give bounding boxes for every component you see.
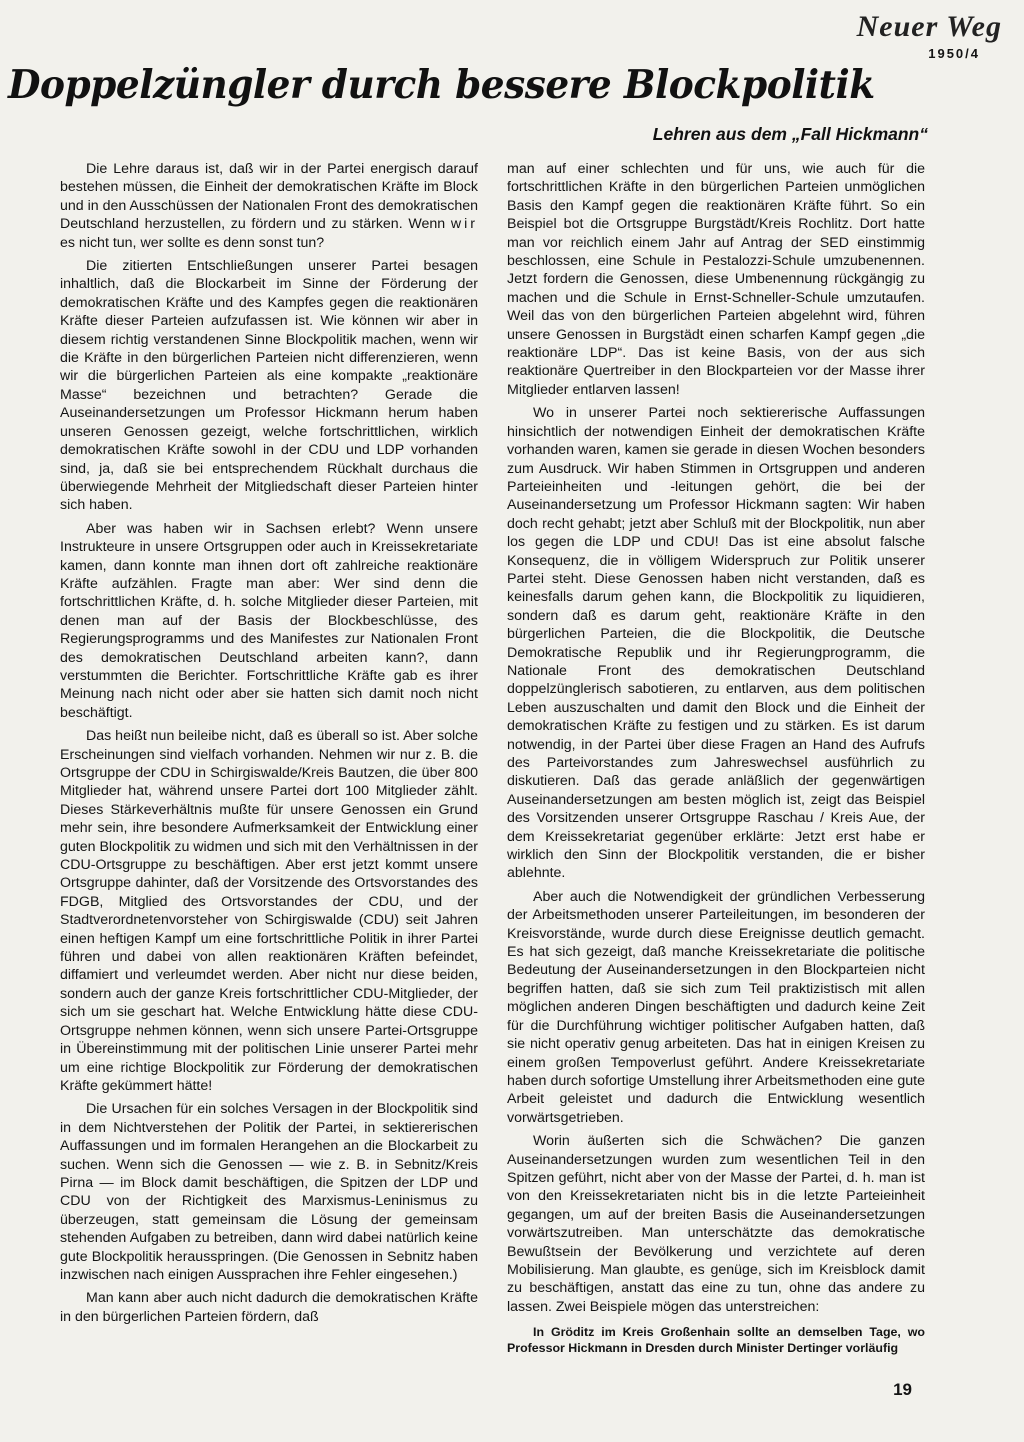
paragraph: Die Ursachen für ein solches Versagen in der Blockpolitik sind in dem Nichtverstehen der Politik der Partei, in sektiererischen Auffassungen und im formalen Herangehen an die Blockarbeit zu suchen. Wenn sich die Genossen — wie z. B. in Sebnitz/Kreis Pirna — im Block damit beschäftigen, die Spitzen der LDP und CDU von der Richtigkeit des Marxismus-Leninismus zu überzeugen, statt gemeinsam die Lösung der gemeinsam stehenden Aufgaben zu betreiben, dann wird dabei natürlich keine gute Blockpolitik herausspringen. (Die Genossen in Sebnitz haben inzwischen nach einigen Aussprachen ihre Fehler eingesehen.) bbox=[60, 1101, 478, 1283]
masthead-title: Neuer Weg bbox=[856, 10, 1002, 43]
paragraph: Aber auch die Notwendigkeit der gründlichen Verbesserung der Arbeitsmethoden unserer Parteileitungen, im besonderen der Kreisvorstände, wurde durch diese Ereignisse deutlich gemacht. Es hat sich gezeigt, daß manche Kreissekretariate die politische Bedeutung der Auseinandersetzungen in den Blockparteien nicht begriffen hatten, daß sie sich zum Teil praktizistisch mit allen möglichen anderen Dingen beschäftigten und dadurch keine Zeit für die Durchführung wichtiger politischer Aufgaben hatten, daß sie nicht operativ genug arbeiteten. Das hat in einigen Kreisen zu einem großen Tempoverlust geführt. Andere Kreissekretariate haben durch sofortige Umstellung ihrer Arbeitsmethoden eine gute Arbeit geleistet und dadurch die Entwicklung wesentlich vorwärtsgetrieben. bbox=[507, 888, 925, 1126]
paragraph: Die zitierten Entschließungen unserer Partei besagen inhaltlich, daß die Blockarbeit im Sinne der Förderung der demokratischen Kräfte und des Kampfes gegen die reaktionären Kräfte dieser Parteien aufzufassen ist. Wie können wir aber in diesem richtig verstandenen Sinne Blockpolitik machen, wenn wir die Kräfte in den bürgerlichen Parteien nicht differenzieren, wenn wir die bürgerlichen Parteien als eine kompakte „reaktionäre Masse“ bezeichnen und betrachten? Gerade die Auseinandersetzungen um Professor Hickmann herum haben unseren Genossen gezeigt, welche fortschrittlichen, wirklich demokratischen Kräfte sowohl in der CDU und LDP vorhanden sind, ja, daß sie bei entsprechendem Rückhalt durchaus die überwiegende Mehrheit der Mitgliedschaft dieser Parteien hinter sich haben. bbox=[60, 258, 478, 514]
masthead bbox=[857, 12, 1002, 61]
paragraph-small: In Gröditz im Kreis Großenhain sollte an demselben Tage, wo Professor Hickmann in Dresden durch Minister Dertinger vorläufig bbox=[507, 1325, 925, 1356]
paragraph: Wo in unserer Partei noch sektiererische Auffassungen hinsichtlich der notwendigen Einheit der demokratischen Kräfte vorhanden waren, kamen sie gerade in diesen Wochen besonders zum Ausdruck. Wir haben Stimmen in Ortsgruppen und anderen Parteieinheiten und -leitungen gehört, die bei der Auseinandersetzung um Professor Hickmann sagten: Wir haben doch recht gehabt; jetzt aber Schluß mit der Blockpolitik, nun aber los gegen die LDP und CDU! Das ist eine absolut falsche Konsequenz, die in völligem Widerspruch zur Politik unserer Partei steht. Diese Genossen haben nicht verstanden, daß es keinesfalls darum gehen kann, die Blockpolitik zu liquidieren, sondern daß es darum geht, reaktionäre Kräfte in den bürgerlichen Parteien, die die Blockpolitik, die Deutsche Demokratische Republik und ihr Regierungprogramm, die Nationale Front des demokratischen Deutschland doppelzünglerisch sabotieren, zu entlarven, aus dem politischen Leben auszuschalten und damit den Block und die Einheit der demokratischen Kräfte zu festigen und zu stärken. Es ist darum notwendig, in der Partei über diese Fragen an Hand des Aufrufs des Parteivorstandes zum Jahreswechsel ausführlich zu diskutieren. Daß das gerade anläßlich der gegenwärtigen Auseinandersetzungen am besten möglich ist, zeigt das Beispiel des Vorsitzenden unserer Ortsgruppe Raschau / Kreis Aue, der dem Kreissekretariat gegenüber erklärte: Jetzt erst habe er wirklich den Sinn der Blockpolitik verstanden, die er bisher ablehnte. bbox=[507, 405, 925, 882]
left-column bbox=[60, 160, 478, 1361]
paragraph: Man kann aber auch nicht dadurch die demokratischen Kräfte in den bürgerlichen Parteien fördern, daß bbox=[60, 1290, 478, 1325]
paragraph: man auf einer schlechten und für uns, wie auch für die fortschrittlichen Kräfte in den bürgerlichen Parteien unmöglichen Basis den Kampf gegen die reaktionären Kräfte führt. So ein Beispiel bot die Ortsgruppe Burgstädt/Kreis Rochlitz. Dort hatte man vor reichlich einem Jahr auf Antrag der SED einstimmig beschlossen, eine Schule in Pestalozzi-Schule umzubenennen. Jetzt fordern die Genossen, diese Umbenennung rückgängig zu machen und die Schule in Ernst-Schneller-Schule umzutaufen. Weil das von den bürgerlichen Parteien abgelehnt wird, führen unsere Genossen in Burgstädt einen scharfen Kampf gegen „die reaktionäre LDP“. Das ist keine Basis, von der aus sich reaktionäre Quertreiber in den Blockparteien vor der Masse ihrer Mitglieder entlarven lassen! bbox=[507, 161, 925, 398]
article-columns bbox=[60, 160, 925, 1361]
paragraph: Worin äußerten sich die Schwächen? Die ganzen Auseinandersetzungen wurden zum wesentlichen Teil in den Spitzen geführt, nicht aber von der Masse der Partei, d. h. man ist von den Kreissekretariaten nicht bis in die letzte Parteieinheit gegangen, um auf der breiten Basis die Auseinandersetzungen vorwärtszutreiben. Man unterschätzte das demokratische Bewußtsein der Bevölkerung und verzichtete auf deren Mobilisierung. Man glaubte, es genüge, sich im Kreisblock damit zu beschäftigen, anstatt das eine zu tun, ohne das andere zu lassen. Zwei Beispiele mögen das unterstreichen: bbox=[507, 1133, 925, 1315]
right-column bbox=[507, 160, 925, 1361]
paragraph: Das heißt nun beileibe nicht, daß es überall so ist. Aber solche Erscheinungen sind vielfach vorhanden. Nehmen wir nur z. B. die Ortsgruppe der CDU in Schirgiswalde/Kreis Bautzen, die über 800 Mitglieder hat, während unsere Partei dort 100 Mitglieder zählt. Dieses Stärkeverhältnis mußte für unsere Genossen ein Grund mehr sein, ihre besondere Aufmerksamkeit der Entwicklung einer guten Blockpolitik zu widmen und sich mit den Verhältnissen in der CDU-Ortsgruppe zu beschäftigen. Aber erst jetzt kommt unsere Ortsgruppe dahinter, daß der Vorsitzende des Ortsvorstandes des FDGB, Mitglied des Ortsvorstandes der CDU, und der Stadtverordnetenvorsteher von Schirgiswalde (CDU) seit Jahren einen heftigen Kampf um eine fortschrittliche Politik in ihrer Partei führen und dabei von allen reaktionären Kräften befeindet, diffamiert und verleumdet werden. Aber nicht nur diese beiden, sondern auch der ganze Kreis fortschrittlicher CDU-Mitglieder, der sich um sie geschart hat. Welche Entwicklung hätte diese CDU-Ortsgruppe nehmen können, wenn sich unsere Partei-Ortsgruppe in Übereinstimmung mit der politischen Linie unserer Partei mehr um eine richtige Blockpolitik zur Förderung der demokratischen Kräfte gekümmert hätte! bbox=[60, 728, 478, 1094]
article-subhead: Lehren aus dem „Fall Hickmann“ bbox=[652, 124, 928, 144]
paragraph: Aber was haben wir in Sachsen erlebt? Wenn unsere Instrukteure in unsere Ortsgruppen oder auch in Kreissekretariate kamen, dann konnte man ihnen dort oft zahlreiche reaktionäre Kräfte aufzählen. Fragte man aber: Wer sind denn die fortschrittlichen Kräfte, d. h. solche Mitglieder dieser Parteien, mit denen man auf der Basis der Blockbeschlüsse, des Regierungsprogramms und des Manifestes zur Nationalen Front des demokratischen Deutschland arbeiten kann?, dann verstummten die Berichter. Fortschrittliche Kräfte gab es ihrer Meinung nach nicht oder aber sie hatten sich damit noch nicht beschäftigt. bbox=[60, 520, 478, 721]
issue-number: 1950/4 bbox=[928, 46, 980, 61]
article-headline: Doppelzüngler durch bessere Blockpolitik bbox=[8, 62, 875, 108]
page-number: 19 bbox=[893, 1380, 912, 1399]
paragraph: Die Lehre daraus ist, daß wir in der Partei energisch darauf bestehen müssen, die Einheit der demokratischen Kräfte im Block und in den Ausschüssen der Nationalen Front des demokratischen Deutschland herzustellen, zu fördern und zu stärken. Wenn wir es nicht tun, wer sollte es denn sonst tun? bbox=[60, 161, 478, 251]
